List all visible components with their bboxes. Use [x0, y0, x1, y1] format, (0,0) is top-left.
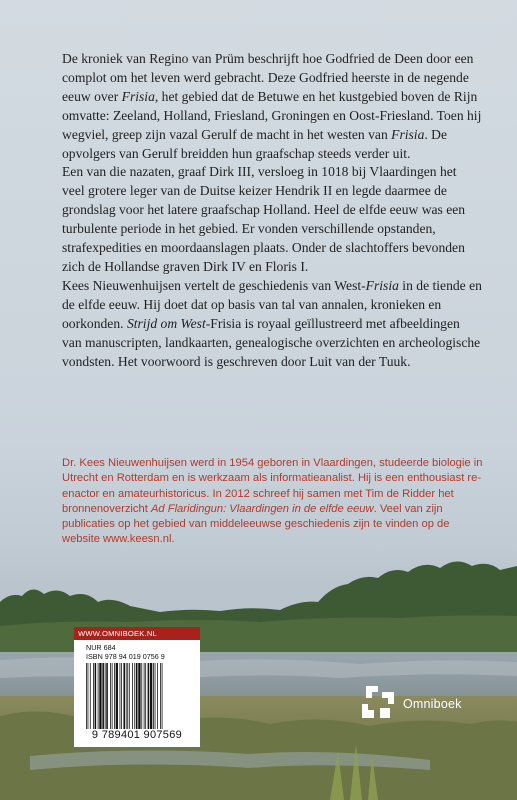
barcode-bar	[132, 663, 133, 729]
barcode-bar	[138, 663, 140, 729]
barcode-bar	[112, 663, 113, 729]
barcode-bar	[123, 663, 125, 729]
barcode-bar	[141, 663, 142, 729]
barcode-bar	[120, 663, 121, 729]
barcode-bar	[95, 663, 97, 729]
author-bio	[62, 456, 490, 548]
barcode-bar	[144, 663, 145, 729]
text-run: Frisia is royaal geïllustreerd met afbeeldingen van manuscripten, landkaarten, genealogische overzichten en archeologische vondsten. Het voorwoord is geschreven door Luit van der Tuuk.	[62, 315, 481, 369]
barcode-bar	[93, 663, 94, 729]
italic-text-run: Frisia	[121, 88, 155, 104]
barcode-bar	[99, 663, 101, 729]
barcode-digits: 9 789401 907569	[91, 729, 183, 741]
text-run: , het gebied dat de Betuwe en het kustgebied boven de Rijn omvatte: Zeeland, Holland, Friesland, Groningen en Oost-Friesland. Toen hij wegviel, greep zijn vazal Gerulf de macht in het westen van	[62, 88, 482, 142]
barcode-bar	[90, 663, 91, 729]
blurb-paragraph	[62, 50, 482, 163]
isbn-number: ISBN 978 94 019 0756 9	[86, 652, 165, 661]
barcode-bar	[129, 663, 130, 729]
italic-text-run: Strijd om West-	[126, 315, 211, 331]
barcode-bar	[106, 663, 108, 729]
barcode-bar	[155, 663, 156, 729]
text-run: De kroniek van Regino van Prüm beschrijft hoe Godfried de Deen door een complot om het leven werd gebracht. Deze Godfried heerste in de negende eeuw over	[62, 51, 474, 104]
barcode-bar	[88, 663, 89, 729]
text-run: in de tiende en de elfde eeuw. Hij doet dat op basis van tal van annalen, kronieken en oorkonden.	[62, 277, 482, 331]
publisher-url: WWW.OMNIBOEK.NL	[74, 627, 200, 640]
text-run: Dr. Kees Nieuwenhuijsen werd in 1954 geboren in Vlaardingen, studeerde biologie in Utrecht en Rotterdam en is werkzaam als informatieanalist. Hij is een enthousiast re-enactor en amateurhistoricus. In 2012 schreef hij samen met Tim de Ridder het bronnenoverzicht	[62, 457, 483, 515]
barcode-bar	[162, 663, 163, 729]
barcode-bar	[136, 663, 138, 729]
italic-text-run: Frisia	[365, 277, 399, 293]
barcode-bar	[98, 663, 99, 729]
italic-text-run: Ad Flaridingun: Vlaardingen in de elfde eeuw	[150, 502, 374, 515]
text-run: Een van die nazaten, graaf Dirk III, versloeg in 1018 bij Vlaardingen het veel grotere leger van de Duitse keizer Hendrik II en legde daarmee de grondslag voor het latere graafschap Holland. Heel de elfde eeuw was een turbulente periode in het gebied. Er vonden verschillende opstanden, strafexpedities en moordaanslagen plaats. Onder de slachtoffers bevonden zich de Hollandse graven Dirk IV en Floris I.	[62, 164, 466, 274]
barcode-bar	[157, 663, 158, 729]
barcode-bar	[150, 663, 152, 729]
barcode-bar	[134, 663, 135, 729]
text-run: . Veel van zijn publicaties op het gebied van middeleeuwse geschiedenis zijn te vinden op de website www.keesn.nl.	[62, 502, 450, 546]
barcode-bar	[126, 663, 127, 729]
barcode-bar	[145, 663, 146, 729]
barcode-block	[74, 627, 200, 747]
barcode-bar	[148, 663, 150, 729]
text-run: . De opvolgers van Gerulf breidden hun graafschap steeds verder uit.	[62, 126, 448, 161]
barcode-bar	[153, 663, 154, 729]
barcode-icon	[84, 663, 192, 729]
publisher-name: Omniboek	[403, 697, 462, 711]
barcode-bar	[110, 663, 111, 729]
author-bio-text	[62, 456, 490, 548]
text-run: Kees Nieuwenhuijsen vertelt de geschiedenis van West-	[62, 277, 366, 293]
barcode-bar	[102, 663, 104, 729]
nur-code: NUR 684	[86, 643, 116, 652]
blurb-text	[62, 50, 482, 371]
barcode-bar	[116, 663, 118, 729]
barcode-bar	[114, 663, 115, 729]
barcode-bar	[105, 663, 106, 729]
barcode-bar	[86, 663, 87, 729]
barcode-bar	[160, 663, 161, 729]
barcode-bar	[121, 663, 122, 729]
italic-text-run: Frisia	[391, 126, 425, 142]
blurb-paragraph	[62, 277, 482, 372]
omniboek-logo-icon	[360, 684, 396, 720]
blurb-paragraph	[62, 163, 482, 276]
barcode-bar	[127, 663, 128, 729]
